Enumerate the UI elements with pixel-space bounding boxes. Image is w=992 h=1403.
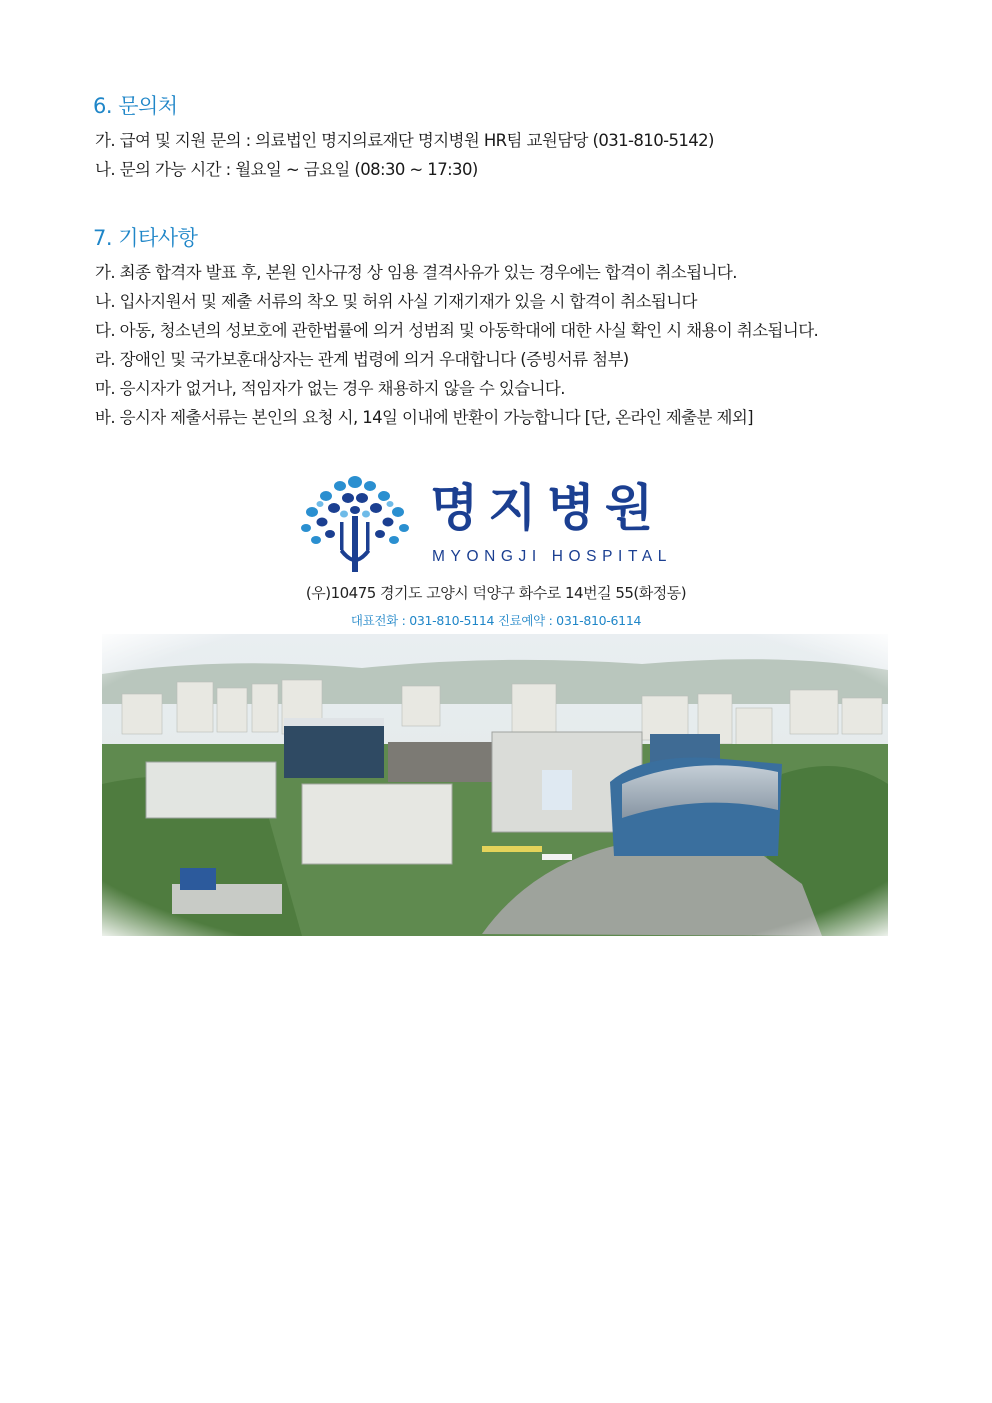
list-item: 마. 응시자가 없거나, 적임자가 없는 경우 채용하지 않을 수 있습니다. (95, 379, 565, 398)
list-item: 라. 장애인 및 국가보훈대상자는 관계 법령에 의거 우대합니다 (증빙서류 첨부) (95, 350, 629, 369)
list-item: 바. 응시자 제출서류는 본인의 요청 시, 14일 이내에 반환이 가능합니다 [단, 온라인 제출분 제외] (95, 408, 753, 427)
contact-list (93, 126, 714, 184)
list-item: 나. 입사지원서 및 제출 서류의 착오 및 허위 사실 기재기재가 있을 시 합격이 취소됩니다 (95, 292, 697, 311)
list-item: 다. 아동, 청소년의 성보호에 관한법률에 의거 성범죄 및 아동학대에 대한 사실 확인 시 채용이 취소됩니다. (95, 321, 819, 340)
notes-list (93, 258, 818, 432)
hospital-name-en: MYONGJI HOSPITAL (432, 548, 673, 565)
section-title-notes: 7. 기타사항 (93, 226, 198, 250)
section-title-contact: 6. 문의처 (93, 94, 178, 118)
hospital-address: (우)10475 경기도 고양시 덕양구 화수로 14번길 55(화정동) (305, 584, 687, 602)
hospital-name-ko: 명지병원 (430, 479, 664, 537)
list-item: 나. 문의 가능 시간 : 월요일 ~ 금요일 (08:30 ~ 17:30) (95, 160, 478, 179)
section-notes (93, 222, 818, 432)
section-contact (93, 90, 714, 184)
hospital-logo (300, 474, 695, 574)
list-item: 가. 급여 및 지원 문의 : 의료법인 명지의료재단 명지병원 HR팀 교원담당 (031-810-5142) (95, 131, 714, 150)
hospital-phones: 대표전화 : 031-810-5114 진료예약 : 031-810-6114 (350, 613, 642, 628)
hospital-aerial-photo (102, 634, 888, 936)
list-item: 가. 최종 합격자 발표 후, 본원 인사규정 상 임용 결격사유가 있는 경우에는 합격이 취소됩니다. (95, 263, 737, 282)
tree-logo-icon (300, 474, 412, 574)
